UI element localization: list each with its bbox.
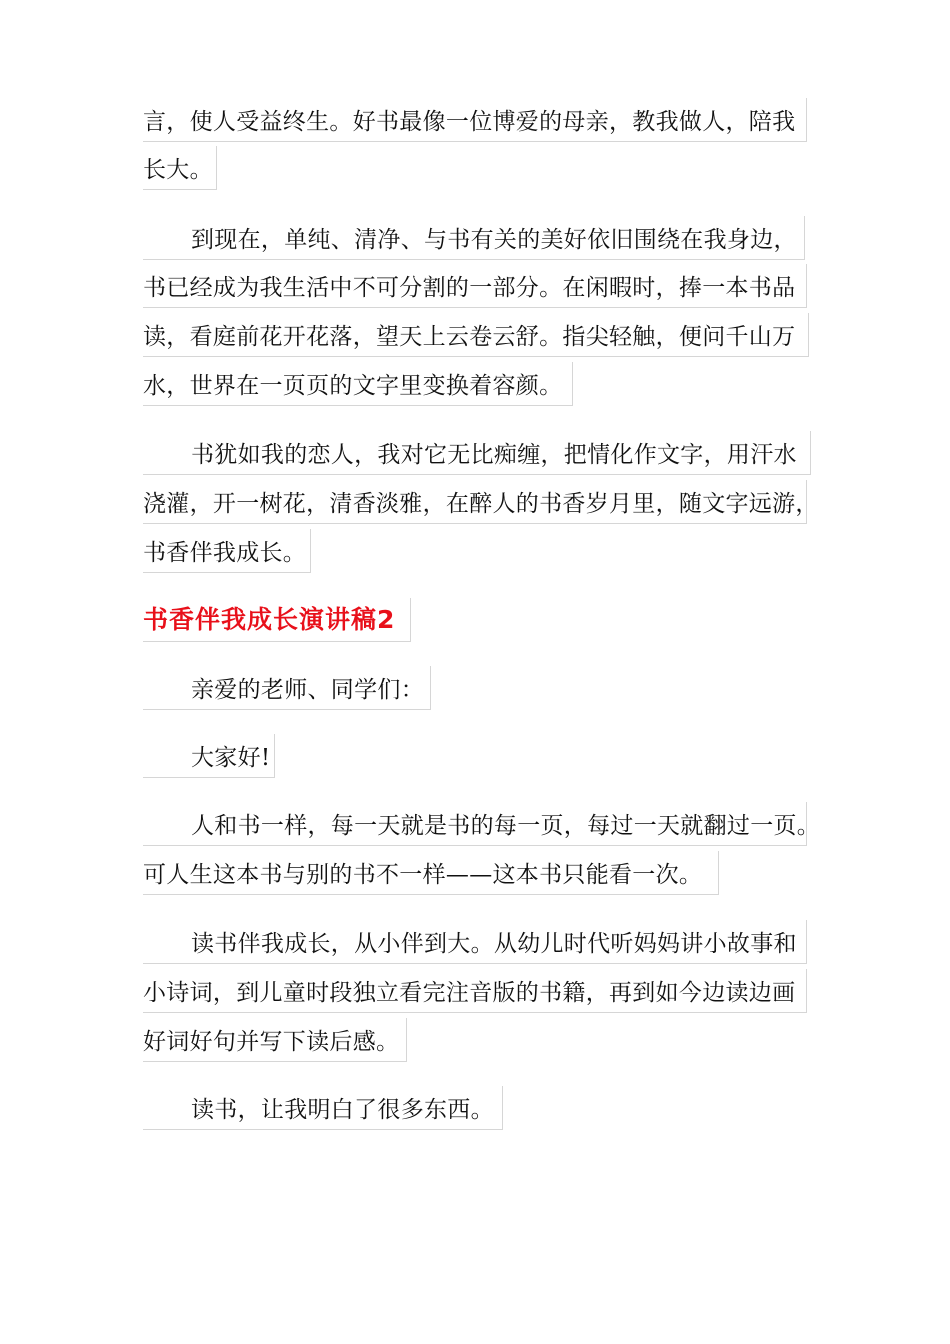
paragraph-line: 到现在，单纯、清净、与书有关的美好依旧围绕在我身边， (143, 216, 805, 260)
paragraph-line: 长大。 (143, 146, 217, 190)
paragraph-line: 浇灌，开一树花，清香淡雅，在醉人的书香岁月里，随文字远游， (143, 480, 807, 524)
speech-line: 大家好! (143, 734, 275, 778)
speech-line: 人和书一样，每一天就是书的每一页，每过一天就翻过一页。 (143, 802, 807, 846)
speech-line: 可人生这本书与别的书不一样——这本书只能看一次。 (143, 851, 719, 895)
speech-greeting: 亲爱的老师、同学们： (143, 666, 431, 710)
speech-line: 读书伴我成长，从小伴到大。从幼儿时代听妈妈讲小故事和 (143, 920, 807, 964)
speech-line: 好词好句并写下读后感。 (143, 1018, 407, 1062)
paragraph-line: 水，世界在一页页的文字里变换着容颜。 (143, 362, 573, 406)
speech-line: 读书，让我明白了很多东西。 (143, 1086, 503, 1130)
paragraph-line: 言，使人受益终生。好书最像一位博爱的母亲，教我做人，陪我 (143, 98, 807, 142)
paragraph-line: 书香伴我成长。 (143, 529, 311, 573)
section-heading: 书香伴我成长演讲稿2 (143, 598, 411, 642)
paragraph-line: 书犹如我的恋人，我对它无比痴缠，把情化作文字，用汗水 (143, 431, 811, 475)
speech-line: 小诗词，到儿童时段独立看完注音版的书籍，再到如今边读边画 (143, 969, 807, 1013)
paragraph-line: 书已经成为我生活中不可分割的一部分。在闲暇时，捧一本书品 (143, 264, 807, 308)
paragraph-line: 读，看庭前花开花落，望天上云卷云舒。指尖轻触，便问千山万 (143, 313, 809, 357)
